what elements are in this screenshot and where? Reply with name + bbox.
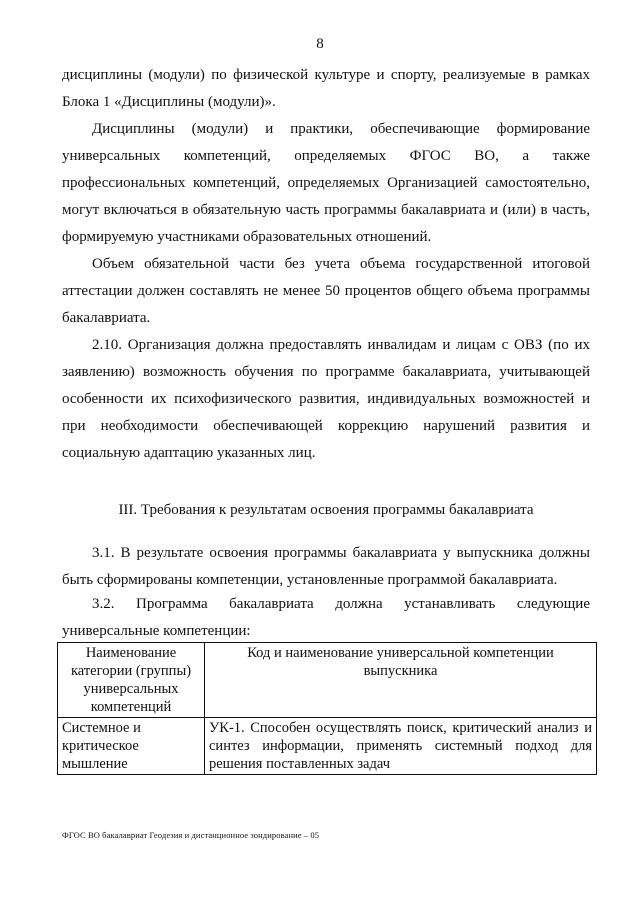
table-cell-category: Системное и критическое мышление xyxy=(58,718,205,775)
section-heading: III. Требования к результатам освоения программы бакалавриата xyxy=(118,502,534,518)
paragraph-5: 3.1. В результате освоения программы бакалавриата у выпускника должны быть сформированы компетенции, установленные программой бакалавриата. xyxy=(62,545,590,588)
table-cell-competence: УК-1. Способен осуществлять поиск, критический анализ и синтез информации, применять системный подход для решения поставленных задач xyxy=(205,718,597,775)
table-header-category: Наименование категории (группы) универсальных компетенций xyxy=(58,643,205,718)
paragraph-3: Объем обязательной части без учета объема государственной итоговой аттестации должен составлять не менее 50 процентов общего объема программы бакалавриата. xyxy=(62,256,590,326)
paragraph-6: 3.2. Программа бакалавриата должна устанавливать следующие универсальные компетенции: xyxy=(62,596,590,639)
table-header-row xyxy=(58,643,597,718)
page-footer: ФГОС ВО бакалавриат Геодезия и дистанционное зондирование – 05 xyxy=(62,830,320,840)
paragraph-2: Дисциплины (модули) и практики, обеспечивающие формирование универсальных компетенций, определяемых ФГОС ВО, а также профессиональных компетенций, определяемых Организацией самостоятельно, могут включаться в обязательную часть программы бакалавриата и (или) в часть, формируемую участниками образовательных отношений. xyxy=(62,121,590,245)
paragraph-4: 2.10. Организация должна предоставлять инвалидам и лицам с ОВЗ (по их заявлению) возможность обучения по программе бакалавриата, учитывающей особенности их психофизического развития, индивидуальных возможностей и при необходимости обеспечивающей коррекцию нарушений развития и социальную адаптацию указанных лиц. xyxy=(62,337,590,461)
table-header-competence: Код и наименование универсальной компетенции выпускника xyxy=(205,643,597,718)
paragraph-1: дисциплины (модули) по физической культуре и спорту, реализуемые в рамках Блока 1 «Дисциплины (модули)». xyxy=(62,67,590,110)
competencies-table xyxy=(57,642,597,775)
page-number: 8 xyxy=(316,36,324,52)
table-row xyxy=(58,718,597,775)
